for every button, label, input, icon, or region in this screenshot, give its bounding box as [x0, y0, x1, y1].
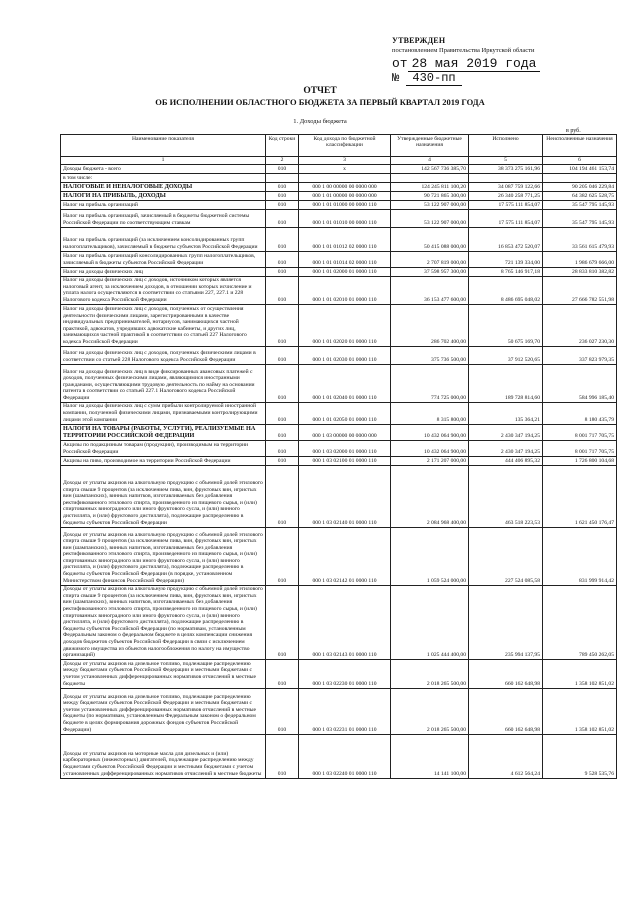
- column-number: 1: [61, 157, 266, 165]
- row-name: Налог на доходы физических лиц: [61, 267, 266, 276]
- row-executed: 660 162 648,98: [469, 688, 543, 734]
- row-line-code: 010: [266, 304, 299, 346]
- table-row: [61, 688, 617, 734]
- table-row: [61, 364, 617, 402]
- row-approved: 774 725 000,00: [391, 364, 469, 402]
- row-line-code: 010: [266, 424, 299, 440]
- row-line-code: 010: [266, 456, 299, 465]
- row-name: Налог на прибыль организаций консолидированных групп налогоплательщиков, зачисляемый в бюджеты субъектов Российской Федерации: [61, 251, 266, 267]
- row-name: Доходы от уплаты акцизов на алкогольную продукцию с объемной долей этилового спирта свыше 9 процентов (за исключением пива, вин, фруктовых вин, игристых вин (шампанских), винных напитков, изготавливаемых без добавления ректификованного этилового спирта, произведенного из пищевого сырья, и (или) спиртованных виноградного или иного фруктового сусла, и (или) винного дистиллята, и (или) фруктового дистиллята), подлежащие распределению в бюджеты субъектов Российской Федерации (в порядке, установленном Министерством финансов Российской Федерации): [61, 527, 266, 585]
- approval-stamp: [392, 36, 602, 85]
- row-name: НАЛОГИ НА ПРИБЫЛЬ, ДОХОДЫ: [61, 191, 266, 200]
- column-number: 2: [266, 157, 299, 165]
- row-approved: 1 025 444 400,00: [391, 585, 469, 660]
- table-row: [61, 734, 617, 778]
- header-remaining: Неисполненные назначения: [543, 135, 617, 157]
- row-approved: 14 141 100,00: [391, 734, 469, 778]
- row-name: Налог на прибыль организаций, зачисляемый в бюджеты бюджетной системы Российской Федерации по соответствующим ставкам: [61, 209, 266, 227]
- row-revenue-code: 000 1 03 02143 01 0000 110: [299, 585, 391, 660]
- row-revenue-code: 000 1 03 02240 01 0000 110: [299, 734, 391, 778]
- row-remaining: 8 001 717 705,75: [543, 440, 617, 456]
- row-name: Доходы от уплаты акцизов на моторные масла для дизельных и (или) карбюраторных (инжекторных) двигателей, подлежащие распределению между бюджетами субъектов Российской Федерации и местными бюджетами с учетом установленных дифференцированных нормативов отчислений в местные бюджеты: [61, 734, 266, 778]
- row-remaining: 1 358 102 851,02: [543, 660, 617, 688]
- row-revenue-code: 000 1 03 02140 01 0000 110: [299, 465, 391, 527]
- row-line-code: 010: [266, 527, 299, 585]
- row-remaining: 28 833 810 382,82: [543, 267, 617, 276]
- header-line-code: Код строки: [266, 135, 299, 157]
- table-row: [61, 209, 617, 227]
- row-line-code: 010: [266, 276, 299, 304]
- row-name: Налог на доходы физических лиц с доходов, источником которых является налоговый агент, за исключением доходов, в отношении которых исчисление и уплата налога осуществляются в соответствии со статьями 227, 227.1 и 228 Налогового кодекса Российской Федерации: [61, 276, 266, 304]
- revenue-table: [60, 134, 617, 779]
- row-remaining: 1 358 102 851,02: [543, 688, 617, 734]
- row-approved: 53 122 907 000,00: [391, 209, 469, 227]
- row-name: Налог на прибыль организаций: [61, 200, 266, 209]
- row-executed: 17 575 111 854,07: [469, 200, 543, 209]
- row-executed: 34 087 759 122,66: [469, 182, 543, 191]
- table-header-row: [61, 135, 617, 157]
- row-revenue-code: 000 1 03 00000 00 0000 000: [299, 424, 391, 440]
- row-executed: 8 486 695 048,02: [469, 276, 543, 304]
- row-revenue-code: 000 1 03 02142 01 0000 110: [299, 527, 391, 585]
- row-approved: 2 084 968 400,00: [391, 465, 469, 527]
- row-name: Налог на доходы физических лиц с доходов, полученных физическими лицами в соответствии со статьей 228 Налогового кодекса Российской Федерации: [61, 346, 266, 364]
- row-approved: 2 707 819 000,00: [391, 251, 469, 267]
- row-executed: 660 162 648,98: [469, 660, 543, 688]
- row-remaining: 1 726 800 104,68: [543, 456, 617, 465]
- approval-date-line: [392, 56, 602, 71]
- row-executed: 17 575 111 854,07: [469, 209, 543, 227]
- row-remaining: 35 547 795 145,93: [543, 209, 617, 227]
- row-name: Доходы от уплаты акцизов на дизельное топливо, подлежащие распределению между бюджетами субъектов Российской Федерации и местными бюджетами с учетом установленных дифференцированных нормативов отчислений в местные бюджеты (по нормативам, установленным Федеральным законом о федеральном бюджете в целях формирования дорожных фондов субъектов Российской Федерации): [61, 688, 266, 734]
- row-executed: 2 430 347 194,25: [469, 440, 543, 456]
- row-remaining: 9 528 535,76: [543, 734, 617, 778]
- row-line-code: 010: [266, 440, 299, 456]
- column-number-row: [61, 157, 617, 165]
- row-name: Доходы бюджета - всего: [61, 164, 266, 173]
- row-remaining: 104 194 461 153,74: [543, 164, 617, 173]
- row-revenue-code: 000 1 03 02230 01 0000 110: [299, 660, 391, 688]
- row-line-code: 010: [266, 267, 299, 276]
- row-revenue-code: 000 1 01 02030 01 0000 110: [299, 346, 391, 364]
- table-row: [61, 440, 617, 456]
- row-revenue-code: 000 1 00 00000 00 0000 000: [299, 182, 391, 191]
- header-approved: Утвержденные бюджетные назначения: [391, 135, 469, 157]
- row-revenue-code: 000 1 03 02000 01 0000 110: [299, 440, 391, 456]
- row-line-code: 010: [266, 364, 299, 402]
- row-line-code: 010: [266, 346, 299, 364]
- row-name: Налог на доходы физических лиц с сумм прибыли контролируемой иностранной компании, полученной физическими лицами, признаваемыми контролирующими лицами этой компании: [61, 402, 266, 424]
- row-approved: 50 415 088 000,00: [391, 227, 469, 251]
- row-line-code: 010: [266, 182, 299, 191]
- row-name: Доходы от уплаты акцизов на алкогольную продукцию с объемной долей этилового спирта свыше 9 процентов (за исключением пива, вин, фруктовых вин, игристых вин (шампанских), винных напитков, изготавливаемых без добавления ректификованного этилового спирта, произведенного из пищевого сырья, и (или) спиртованных виноградного или иного фруктового сусла, и (или) винного дистиллята, и (или) фруктового дистиллята), подлежащие распределению в бюджеты субъектов Российской Федерации: [61, 465, 266, 527]
- table-row: [61, 251, 617, 267]
- row-executed: [469, 173, 543, 182]
- row-line-code: 010: [266, 402, 299, 424]
- row-approved: 37 598 957 300,00: [391, 267, 469, 276]
- row-name: Акцизы на пиво, производимое на территории Российской Федерации: [61, 456, 266, 465]
- table-row: [61, 424, 617, 440]
- row-line-code: 010: [266, 200, 299, 209]
- row-remaining: 35 547 795 145,93: [543, 200, 617, 209]
- header-executed: Исполнено: [469, 135, 543, 157]
- header-name: Наименование показателя: [61, 135, 266, 157]
- row-revenue-code: 000 1 01 02040 01 0000 110: [299, 364, 391, 402]
- row-line-code: 010: [266, 465, 299, 527]
- row-approved: 142 567 736 385,70: [391, 164, 469, 173]
- row-approved: 10 432 064 900,00: [391, 440, 469, 456]
- date-prefix: от: [392, 56, 408, 71]
- row-line-code: 010: [266, 227, 299, 251]
- row-executed: 135 364,21: [469, 402, 543, 424]
- row-executed: 37 912 520,65: [469, 346, 543, 364]
- header-revenue-code: Код дохода по бюджетной классификации: [299, 135, 391, 157]
- row-revenue-code: [299, 173, 391, 182]
- row-executed: 721 139 334,00: [469, 251, 543, 267]
- row-revenue-code: 000 1 01 02050 01 0000 110: [299, 402, 391, 424]
- table-row: [61, 585, 617, 660]
- row-name: в том числе:: [61, 173, 266, 182]
- row-revenue-code: 000 1 01 02020 01 0000 110: [299, 304, 391, 346]
- unit-label: в руб.: [566, 128, 581, 134]
- table-row: [61, 527, 617, 585]
- table-row: [61, 191, 617, 200]
- row-remaining: 27 666 782 551,98: [543, 276, 617, 304]
- row-remaining: 831 999 914,42: [543, 527, 617, 585]
- row-executed: 227 524 085,58: [469, 527, 543, 585]
- row-remaining: 8 001 717 705,75: [543, 424, 617, 440]
- row-remaining: 1 621 450 176,47: [543, 465, 617, 527]
- row-line-code: 010: [266, 660, 299, 688]
- row-executed: 26 340 258 771,25: [469, 191, 543, 200]
- row-remaining: 8 180 435,79: [543, 402, 617, 424]
- row-executed: 189 728 814,60: [469, 364, 543, 402]
- table-row: [61, 182, 617, 191]
- row-name: Налог на доходы физических лиц с доходов, полученных от осуществления деятельности физическими лицами, зарегистрированными в качестве индивидуальных предпринимателей, нотариусов, занимающихся частной практикой, адвокатов, учредивших адвокатские кабинеты, и других лиц, занимающихся частной практикой в соответствии со статьей 227 Налогового кодекса Российской Федерации: [61, 304, 266, 346]
- row-remaining: 64 382 625 528,75: [543, 191, 617, 200]
- table-row: [61, 304, 617, 346]
- row-approved: 1 059 524 000,00: [391, 527, 469, 585]
- row-name: Доходы от уплаты акцизов на дизельное топливо, подлежащие распределению между бюджетами субъектов Российской Федерации и местными бюджетами с учетом установленных дифференцированных нормативов отчислений в местные бюджеты: [61, 660, 266, 688]
- approval-number: 430-пп: [406, 71, 461, 86]
- row-name: Акцизы по подакцизным товарам (продукции), производимым на территории Российской Федерации: [61, 440, 266, 456]
- section-heading: 1. Доходы бюджета: [293, 118, 347, 125]
- row-line-code: 010: [266, 164, 299, 173]
- row-executed: 50 675 169,70: [469, 304, 543, 346]
- row-name: Налог на доходы физических лиц в виде фиксированных авансовых платежей с доходов, полученных физическими лицами, являющимися иностранными гражданами, осуществляющими трудовую деятельность по найму на основании патента в соответствии со статьей 227.1 Налогового кодекса Российской Федерации: [61, 364, 266, 402]
- column-number: 3: [299, 157, 391, 165]
- row-revenue-code: 000 1 01 01010 00 0000 110: [299, 209, 391, 227]
- report-subtitle: ОБ ИСПОЛНЕНИИ ОБЛАСТНОГО БЮДЖЕТА ЗА ПЕРВЫЙ КВАРТАЛ 2019 ГОДА: [155, 97, 485, 107]
- row-approved: 375 736 500,00: [391, 346, 469, 364]
- row-revenue-code: 000 1 01 01012 02 0000 110: [299, 227, 391, 251]
- table-row: [61, 276, 617, 304]
- row-approved: 10 432 064 900,00: [391, 424, 469, 440]
- row-line-code: 010: [266, 734, 299, 778]
- row-executed: 38 373 275 161,96: [469, 164, 543, 173]
- row-remaining: 584 996 185,40: [543, 364, 617, 402]
- row-remaining: 1 986 679 666,00: [543, 251, 617, 267]
- table-body: [61, 164, 617, 778]
- row-name: НАЛОГИ НА ТОВАРЫ (РАБОТЫ, УСЛУГИ), РЕАЛИЗУЕМЫЕ НА ТЕРРИТОРИИ РОССИЙСКОЙ ФЕДЕРАЦИИ: [61, 424, 266, 440]
- approval-date: 28 мая 2019 года: [408, 56, 541, 72]
- row-line-code: 010: [266, 191, 299, 200]
- row-line-code: 010: [266, 585, 299, 660]
- row-line-code: 010: [266, 251, 299, 267]
- row-approved: 8 315 800,00: [391, 402, 469, 424]
- table-row: [61, 465, 617, 527]
- table-row: [61, 346, 617, 364]
- row-name: Доходы от уплаты акцизов на алкогольную продукцию с объемной долей этилового спирта свыше 9 процентов (за исключением пива, вин, фруктовых вин, игристых вин (шампанских), винных напитков, изготавливаемых без добавления ректификованного этилового спирта, произведенного из пищевого сырья, и (или) спиртованных виноградного или иного фруктового сусла, и (или) винного дистиллята, и (или) фруктового дистиллята), подлежащие распределению в бюджеты субъектов Российской Федерации (по нормативам, установленным Федеральным законом о федеральном бюджете в целях компенсации снижения доходов бюджетов субъектов Российской Федерации в связи с исключением движимого имущества из объектов налогообложения по налогу на имущество организаций): [61, 585, 266, 660]
- table-row: [61, 267, 617, 276]
- row-approved: 124 245 811 100,20: [391, 182, 469, 191]
- row-approved: 36 153 477 600,00: [391, 276, 469, 304]
- approval-number-line: [392, 71, 602, 85]
- approved-by: постановлением Правительства Иркутской области: [392, 47, 535, 54]
- row-line-code: 010: [266, 688, 299, 734]
- row-revenue-code: 000 1 01 02010 01 0000 110: [299, 276, 391, 304]
- row-revenue-code: x: [299, 164, 391, 173]
- row-remaining: 789 450 262,05: [543, 585, 617, 660]
- row-approved: 286 702 400,00: [391, 304, 469, 346]
- row-approved: 90 721 865 300,00: [391, 191, 469, 200]
- row-executed: 2 430 347 194,25: [469, 424, 543, 440]
- row-approved: [391, 173, 469, 182]
- report-title: ОТЧЕТ: [303, 86, 337, 96]
- row-name: Налог на прибыль организаций (за исключением консолидированных групп налогоплательщиков), зачисляемый в бюджеты субъектов Российской Федерации: [61, 227, 266, 251]
- row-approved: 2 171 207 000,00: [391, 456, 469, 465]
- row-executed: 235 994 137,95: [469, 585, 543, 660]
- row-revenue-code: 000 1 03 02100 01 0000 110: [299, 456, 391, 465]
- number-prefix: №: [392, 71, 400, 85]
- row-line-code: [266, 173, 299, 182]
- row-approved: 2 018 265 500,00: [391, 660, 469, 688]
- column-number: 4: [391, 157, 469, 165]
- row-executed: 16 853 472 520,07: [469, 227, 543, 251]
- table-row: [61, 173, 617, 182]
- table-row: [61, 660, 617, 688]
- table-row: [61, 227, 617, 251]
- row-revenue-code: 000 1 01 01014 02 0000 110: [299, 251, 391, 267]
- row-revenue-code: 000 1 03 02231 01 0000 110: [299, 688, 391, 734]
- column-number: 5: [469, 157, 543, 165]
- row-remaining: 337 823 979,35: [543, 346, 617, 364]
- row-executed: 444 406 895,32: [469, 456, 543, 465]
- row-executed: 463 518 223,53: [469, 465, 543, 527]
- row-approved: 2 018 265 500,00: [391, 688, 469, 734]
- table-row: [61, 164, 617, 173]
- row-executed: 8 765 146 917,18: [469, 267, 543, 276]
- row-line-code: 010: [266, 209, 299, 227]
- row-remaining: [543, 173, 617, 182]
- approved-label: УТВЕРЖДЕН: [392, 36, 446, 45]
- row-name: НАЛОГОВЫЕ И НЕНАЛОГОВЫЕ ДОХОДЫ: [61, 182, 266, 191]
- table-row: [61, 456, 617, 465]
- row-revenue-code: 000 1 01 01000 00 0000 110: [299, 200, 391, 209]
- table-row: [61, 402, 617, 424]
- row-remaining: 33 561 615 479,93: [543, 227, 617, 251]
- row-remaining: 90 205 046 229,84: [543, 182, 617, 191]
- column-number: 6: [543, 157, 617, 165]
- row-revenue-code: 000 1 01 02000 01 0000 110: [299, 267, 391, 276]
- row-revenue-code: 000 1 01 00000 00 0000 000: [299, 191, 391, 200]
- row-approved: 53 122 907 000,00: [391, 200, 469, 209]
- row-remaining: 236 027 230,30: [543, 304, 617, 346]
- row-executed: 4 612 564,24: [469, 734, 543, 778]
- table-row: [61, 200, 617, 209]
